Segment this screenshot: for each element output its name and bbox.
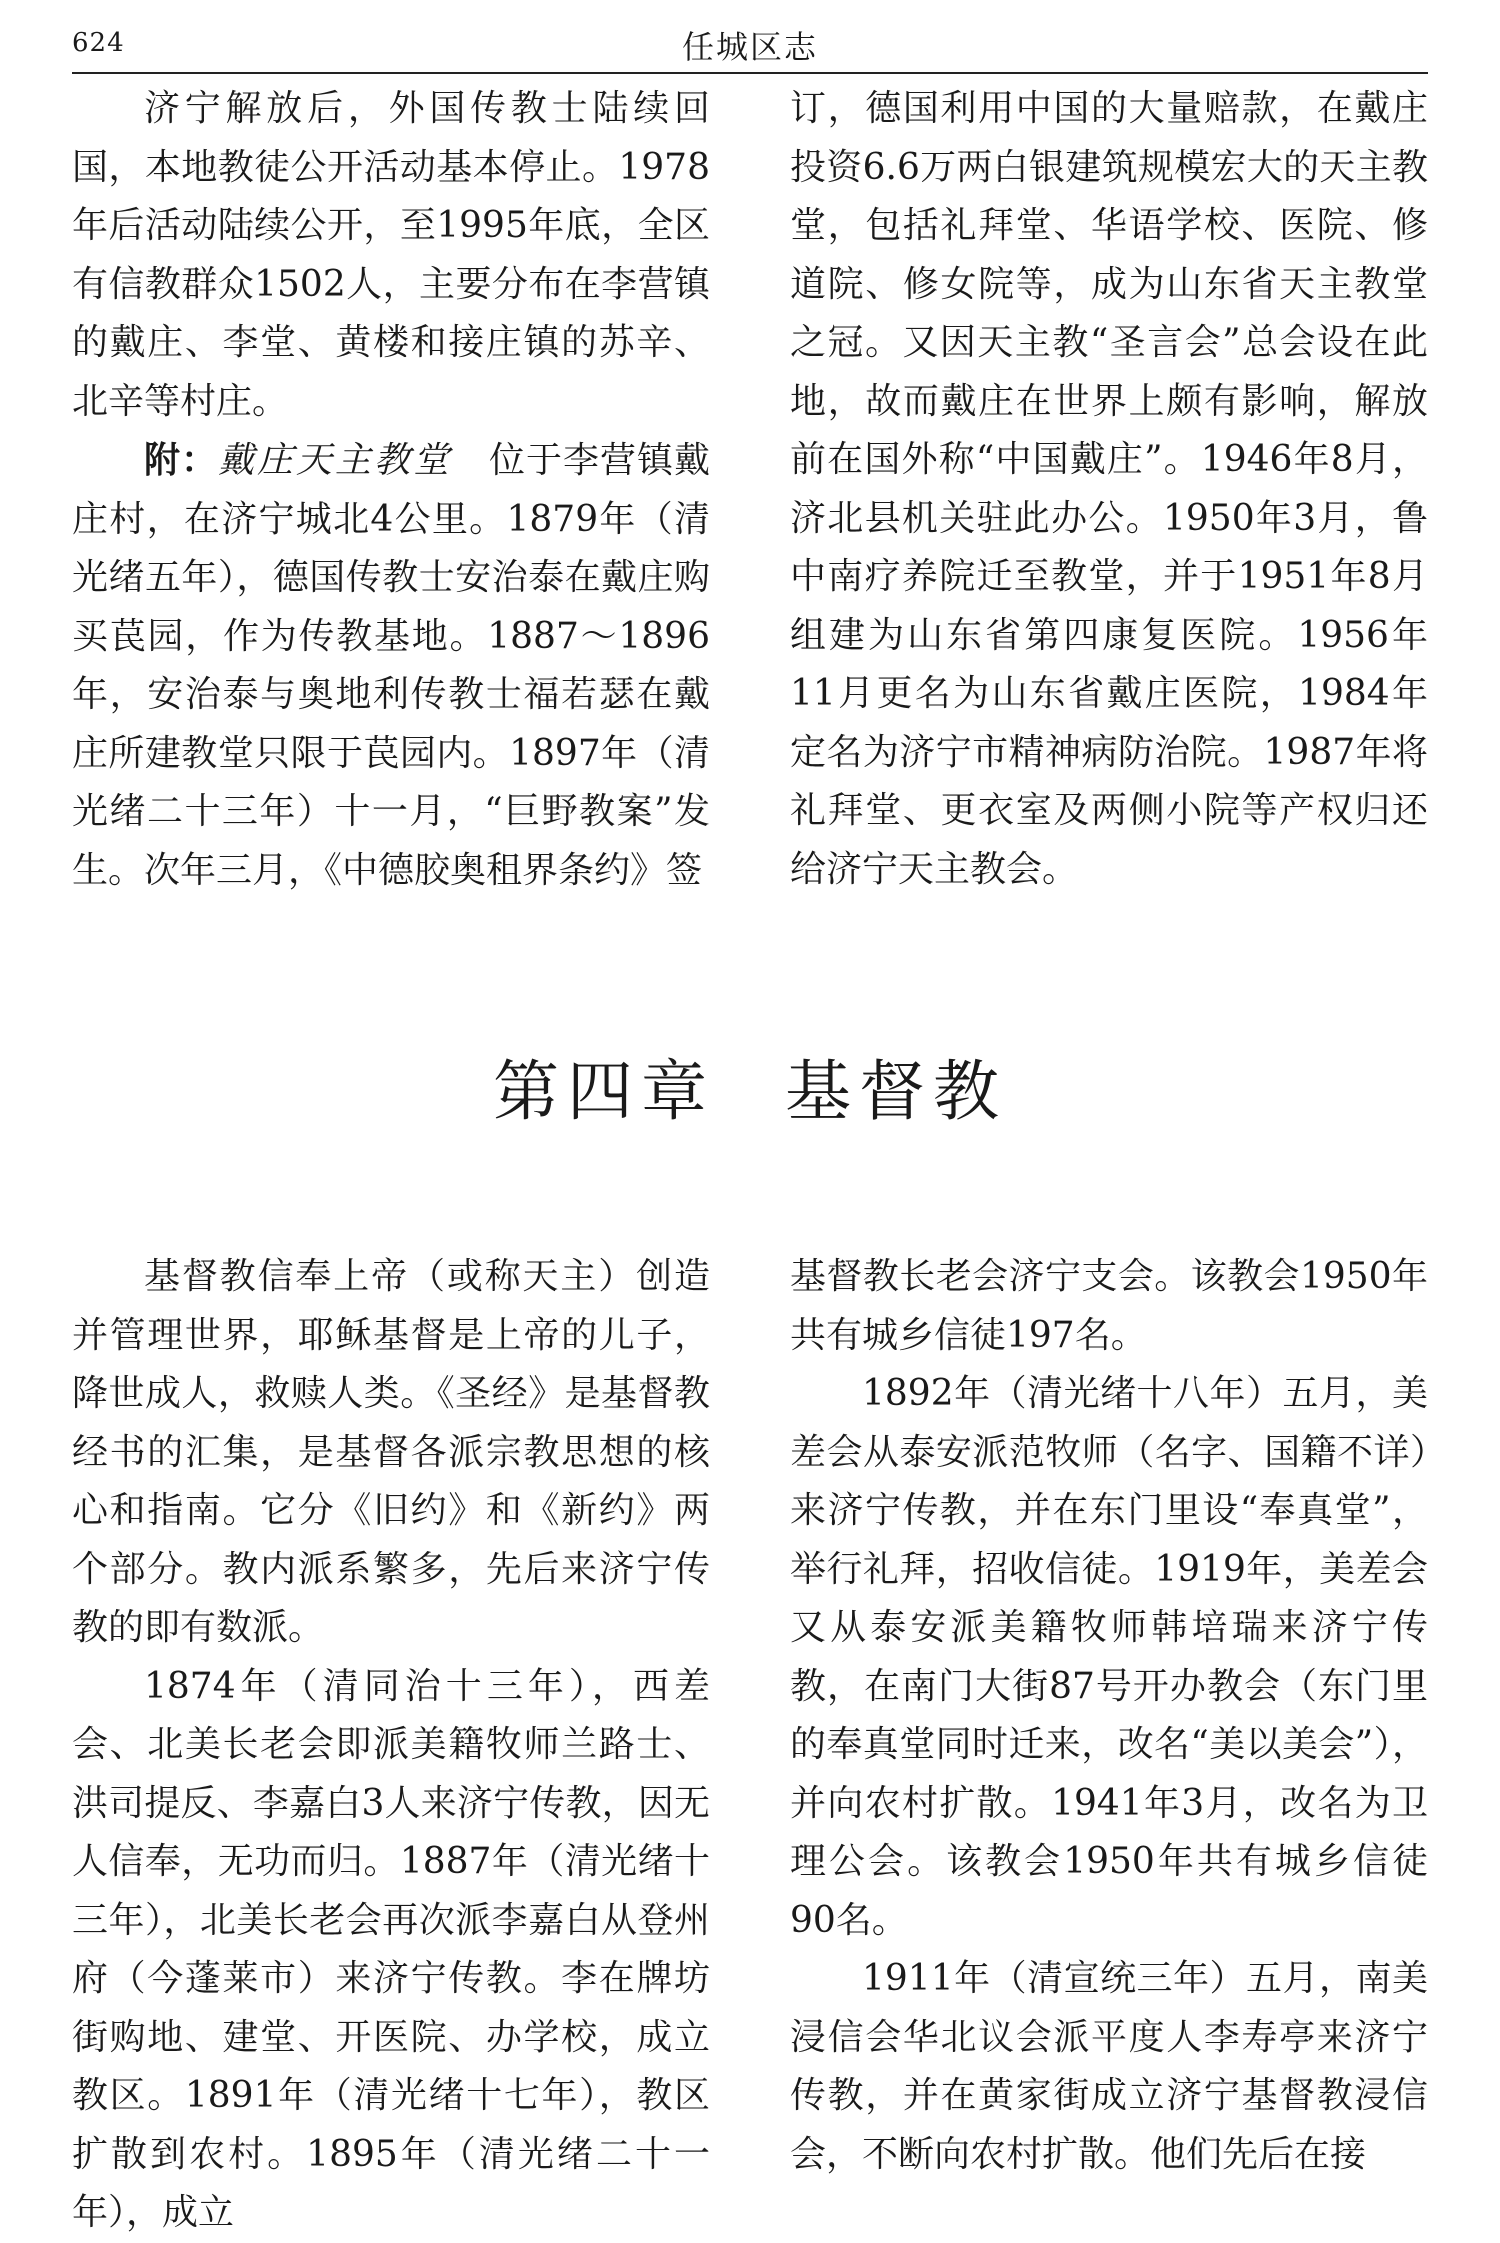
appendix-text: 位于李营镇戴庄村，在济宁城北4公里。1879年（清光绪五年），德国传教士安治泰在戴庄购买苠园，作为传教基地。1887～1896年，安治泰与奥地利传教士福若瑟在戴庄所建教堂只限于苠园内。1897年（清光绪二十三年）十一月，“巨野教案”发生。次年三月，《中德胶奥租界条约》签 [72,440,710,891]
appendix-paragraph [72,431,710,900]
paragraph: 基督教信奉上帝（或称天主）创造并管理世界，耶稣基督是上帝的儿子，降世成人，救赎人类。《圣经》是基督教经书的汇集，是基督各派宗教思想的核心和指南。它分《旧约》和《新约》两个部分。教内派系繁多，先后来济宁传教的即有数派。 [72,1256,710,1648]
running-title: 任城区志 [681,28,818,66]
appendix-subject: 戴庄天主教堂 [218,440,452,481]
paragraph: 1911年（清宣统三年）五月，南美浸信会华北议会派平度人李寿亭来济宁传教，并在黄家街成立济宁基督教浸信会，不断向农村扩散。他们先后在接 [790,1958,1428,2175]
paragraph: 1874年（清同治十三年），西差会、北美长老会即派美籍牧师兰路士、洪司提反、李嘉白3人来济宁传教，因无人信奉，无功而归。1887年（清光绪十三年），北美长老会再次派李嘉白从登州府（今蓬莱市）来济宁传教。李在牌坊街购地、建堂、开医院、办学校，成立教区。1891年（清光绪十七年），教区扩散到农村。1895年（清光绪二十一年），成立 [72,1665,710,2233]
chapter-title: 基督教 [785,1053,1007,1130]
column-right [790,1248,1428,2243]
paragraph: 1892年（清光绪十八年）五月，美差会从泰安派范牧师（名字、国籍不详）来济宁传教，并在东门里设“奉真堂”，举行礼拜，招收信徒。1919年，美差会又从泰安派美籍牧师韩培瑞来济宁传教，在南门大街87号开办教会（东门里的奉真堂同时迁来，改名“美以美会”），并向农村扩散。1941年3月，改名为卫理公会。该教会1950年共有城乡信徒90名。 [790,1373,1428,1941]
column-left [72,80,710,900]
paragraph-continued: 订，德国利用中国的大量赔款，在戴庄投资6.6万两白银建筑规模宏大的天主教堂，包括礼拜堂、华语学校、医院、修道院、修女院等，成为山东省天主教堂之冠。又因天主教“圣言会”总会设在此地，故而戴庄在世界上颇有影响，解放前在国外称“中国戴庄”。1946年8月，济北县机关驻此办公。1950年3月，鲁中南疗养院迁至教堂，并于1951年8月组建为山东省第四康复医院。1956年11月更名为山东省戴庄医院，1984年定名为济宁市精神病防治院。1987年将礼拜堂、更衣室及两侧小院等产权归还给济宁天主教会。 [790,88,1428,890]
header-rule [72,72,1428,74]
section-protestant [72,1248,1428,2243]
paragraph: 济宁解放后，外国传教士陆续回国，本地教徒公开活动基本停止。1978年后活动陆续公开，至1995年底，全区有信教群众1502人，主要分布在李营镇的戴庄、李堂、黄楼和接庄镇的苏辛、北辛等村庄。 [72,88,710,422]
page-number: 624 [72,28,125,58]
section-catholic [72,80,1428,900]
appendix-label: 附： [144,439,218,481]
chapter-number: 第四章 [493,1053,715,1130]
paragraph-continued: 基督教长老会济宁支会。该教会1950年共有城乡信徒197名。 [790,1256,1428,1356]
column-left [72,1248,710,2243]
page-header [72,22,1428,72]
column-right [790,80,1428,900]
chapter-heading [0,1038,1500,1133]
